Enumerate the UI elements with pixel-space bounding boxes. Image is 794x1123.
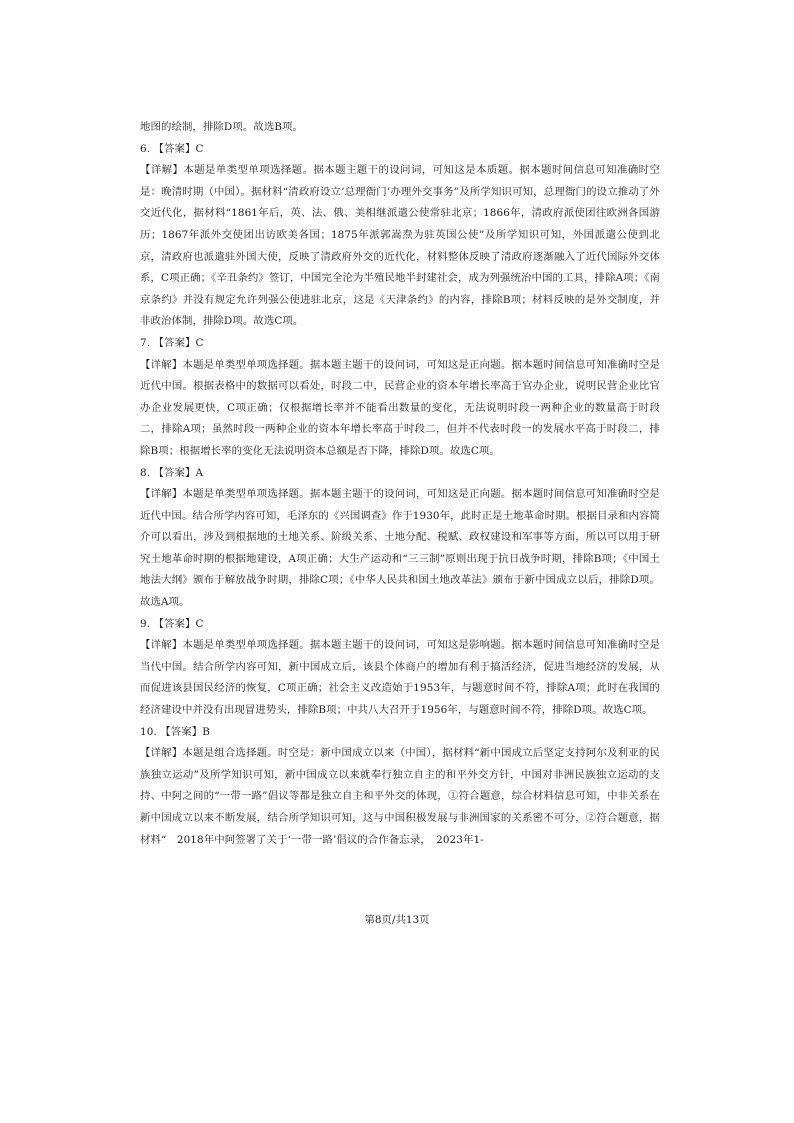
answer-heading-q10: 10. 【答案】B xyxy=(140,725,210,738)
explanation-q10: 【详解】本题是组合选择题。时空是：新中国成立以来（中国），据材料“新中国成立后坚定支持阿尔及利亚的民族独立运动”及所学知识可知，新中国成立以来就奉行独立自主的和平外交方针，中国对非洲民族独立运动的支持、中阿之间的“一带一路”倡议等都是独立自主和平外交的体现，①符合题意，综合材料信息可知，中非关系在新中国成立以来不断发展，结合所学知识可知，这与中国积极发展与非洲国家的关系密不可分，②符合题意，据材料“ 2018年中阿签署了关于‘一带一路’倡议的合作备忘录， 2023年1- xyxy=(140,747,660,846)
explanation-q7: 【详解】本题是单类型单项选择题。据本题主题干的设问词，可知这是正向题。据本题时间信息可知准确时空是近代中国。根据表格中的数据可以看处，时段二中，民营企业的资本年增长率高于官办企业，说明民营企业比官办企业发展更快，C项正确；仅根据增长率并不能看出数量的变化，无法说明时段一两种企业的数量高于时段二，排除A项；虽然时段一两种企业的资本年增长率高于时段二，但并不代表时段一的发展水平高于时段二，排除B项；根据增长率的变化无法说明资本总额是否下降，排除D项。故选C项。 xyxy=(140,358,660,457)
explanation-q6: 【详解】本题是单类型单项选择题。据本题主题干的设问词，可知这是本质题。据本题时间信息可知准确时空是：晚清时期（中国）。据材料“清政府设立‘总理衙门’办理外交事务”及所学知识可知，总理衙门的设立推动了外交近代化，据材料“1861年后，英、法、俄、美相继派遣公使常驻北京；1866年，清政府派使团往欧洲各国游历；1867年派外交使团出访欧美各国；1875年派郭嵩焘为驻英国公使”及所学知识可知，外国派遣公使到北京，清政府也派遣驻外国大使，反映了清政府外交的近代化，材料整体反映了清政府逐渐融入了近代国际外交体系，C项正确；《辛丑条约》签订，中国完全沦为半殖民地半封建社会，成为列强统治中国的工具，排除A项；《南京条约》并没有规定允许列强公使进驻北京，这是《天津条约》的内容，排除B项；材料反映的是外交制度，并非政治体制，排除D项。故选C项。 xyxy=(140,164,660,328)
answer-heading-q8: 8. 【答案】A xyxy=(140,466,204,479)
answer-explanations xyxy=(140,117,660,851)
answer-heading-q7: 7. 【答案】C xyxy=(140,336,204,349)
answer-heading-q6: 6. 【答案】C xyxy=(140,142,204,155)
explanation-q8: 【详解】本题是单类型单项选择题。据本题主题干的设问词，可知这是正向题。据本题时间信息可知准确时空是近代中国。结合所学内容可知，毛泽东的《兴国调查》作于1930年，此时正是土地革命时期。根据目录和内容简介可以看出，涉及到根据地的土地关系、阶级关系、土地分配、税赋、政权建设和军事等方面，所以可以用于研究土地革命时期的根据地建设，A项正确；大生产运动和“三三制”原则出现于抗日战争时期，排除B项；《中国土地法大纲》颁布于解放战争时期，排除C项；《中华人民共和国土地改革法》颁布于新中国成立以后，排除D项。故选A项。 xyxy=(140,488,660,609)
answer-heading-q9: 9. 【答案】C xyxy=(140,617,204,630)
page-number: 第8页/共13页 xyxy=(364,914,430,926)
explanation-q9: 【详解】本题是单类型单项选择题。据本题主题干的设问词，可知这是影响题。据本题时间信息可知准确时空是当代中国。结合所学内容可知，新中国成立后，该县个体商户的增加有利于搞活经济，促进当地经济的发展，从而促进该县国民经济的恢复，C项正确；社会主义改造始于1953年，与题意时间不符，排除A项；此时在我国的经济建设中并没有出现冒进势头，排除B项；中共八大召开于1956年，与题意时间不符，排除D项。故选C项。 xyxy=(140,639,660,717)
paragraph-continuation: 地图的绘制，排除D项。故选B项。 xyxy=(140,121,304,133)
